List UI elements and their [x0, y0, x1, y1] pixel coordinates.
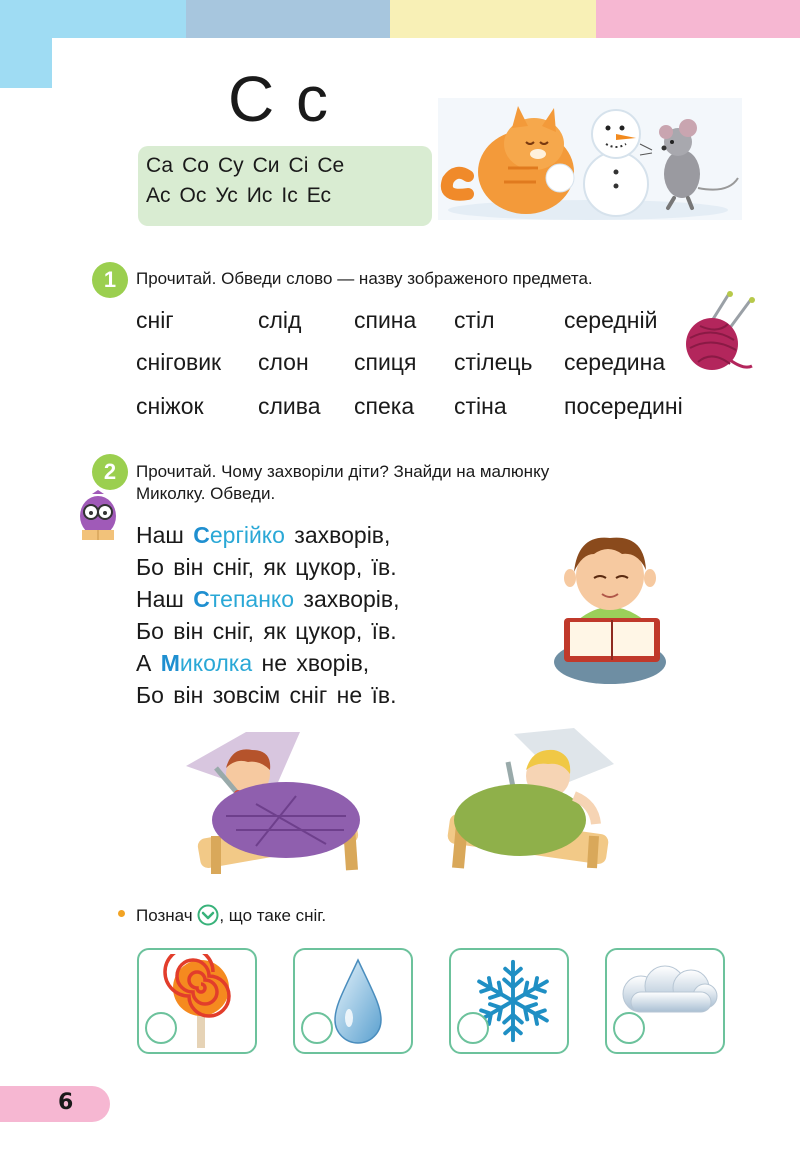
word: слід — [258, 307, 302, 333]
letter-title: С с — [228, 63, 330, 135]
syllables-row-1 — [146, 154, 353, 178]
task-number-badge: 2 — [92, 454, 128, 490]
poem-line-3 — [136, 584, 400, 614]
poem-text: Наш — [136, 586, 194, 612]
task-3-suffix: , що таке сніг. — [219, 906, 327, 925]
task-number-badge: 1 — [92, 262, 128, 298]
highlight-capital: С — [193, 586, 210, 612]
syllable: Со — [182, 154, 209, 177]
page-number: 6 — [58, 1090, 74, 1115]
word: сніжок — [136, 393, 204, 419]
syllable: Ес — [306, 184, 332, 207]
water-drop-icon — [333, 958, 383, 1046]
word: стілець — [454, 349, 533, 375]
option-card-lollipop[interactable] — [137, 948, 257, 1054]
boy-reading-illustration — [548, 524, 674, 688]
poem-text: А — [136, 650, 161, 676]
sick-child-bed-purple-illustration — [176, 726, 366, 874]
syllable: Сі — [288, 154, 309, 177]
highlight-name: ергійко — [209, 522, 285, 548]
task-2-instruction-line-1: Прочитай. Чому захворіли діти? Знайди на малюнку — [136, 462, 550, 481]
syllable: Ос — [179, 184, 207, 207]
syllable: Іс — [281, 184, 298, 207]
syllable: Се — [317, 154, 345, 177]
poem-line-2: Бо він сніг, як цукор, їв. — [136, 554, 397, 580]
highlight-capital: М — [160, 650, 180, 676]
syllable: Ас — [146, 184, 171, 207]
word: середній — [564, 307, 658, 333]
highlight-capital: С — [193, 522, 210, 548]
syllables-box — [138, 146, 432, 226]
header-corner — [0, 38, 52, 88]
word: спина — [354, 307, 417, 333]
page-number-tab — [0, 1086, 110, 1122]
poem-line-5 — [136, 648, 369, 678]
task-1-instruction: Прочитай. Обведи слово — назву зображеного предмета. — [136, 269, 593, 288]
yarn-ball-illustration — [678, 290, 758, 376]
answer-circle[interactable] — [457, 1012, 489, 1044]
syllables-row-2 — [146, 184, 340, 208]
poem-text: захворів, — [294, 586, 400, 612]
word: сніг — [136, 307, 174, 333]
poem-line-1 — [136, 520, 390, 550]
word: слива — [258, 393, 321, 419]
sick-child-bed-green-illustration — [444, 724, 626, 870]
check-circle-icon — [197, 904, 219, 926]
cat-snowman-mouse-illustration — [438, 98, 742, 220]
header-band-pink — [596, 0, 800, 38]
option-card-cloud[interactable] — [605, 948, 725, 1054]
syllable: Си — [252, 154, 280, 177]
option-card-water-drop[interactable] — [293, 948, 413, 1054]
answer-circle[interactable] — [613, 1012, 645, 1044]
highlight-name: иколка — [179, 650, 253, 676]
task-3-prefix: Познач — [136, 906, 193, 925]
syllable: Са — [146, 154, 174, 177]
poem-line-6: Бо він зовсім сніг не їв. — [136, 682, 397, 708]
syllable: Су — [217, 154, 244, 177]
reading-mascot-icon — [74, 490, 122, 544]
word: стіна — [454, 393, 507, 419]
task-2-instruction-line-2: Миколку. Обведи. — [136, 484, 276, 503]
syllable: Ис — [246, 184, 273, 207]
poem-text: захворів, — [284, 522, 391, 548]
word: посередині — [564, 393, 683, 419]
poem-text: Наш — [136, 522, 194, 548]
answer-circle[interactable] — [301, 1012, 333, 1044]
cloud-icon — [619, 962, 719, 1018]
word: середина — [564, 349, 666, 375]
word: слон — [258, 349, 309, 375]
poem-text: не хворів, — [252, 650, 370, 676]
word: спека — [354, 393, 415, 419]
poem-line-4: Бо він сніг, як цукор, їв. — [136, 618, 397, 644]
option-card-snowflake[interactable] — [449, 948, 569, 1054]
header-band-blue — [0, 0, 186, 38]
syllable: Ус — [215, 184, 238, 207]
word: стіл — [454, 307, 495, 333]
header-band-yellow — [390, 0, 596, 38]
answer-circle[interactable] — [145, 1012, 177, 1044]
bullet-dot — [118, 910, 125, 917]
header-band-steel — [186, 0, 390, 38]
word: спиця — [354, 349, 417, 375]
highlight-name: тепанко — [209, 586, 295, 612]
task-3-instruction — [136, 904, 326, 927]
word: сніговик — [136, 349, 222, 375]
